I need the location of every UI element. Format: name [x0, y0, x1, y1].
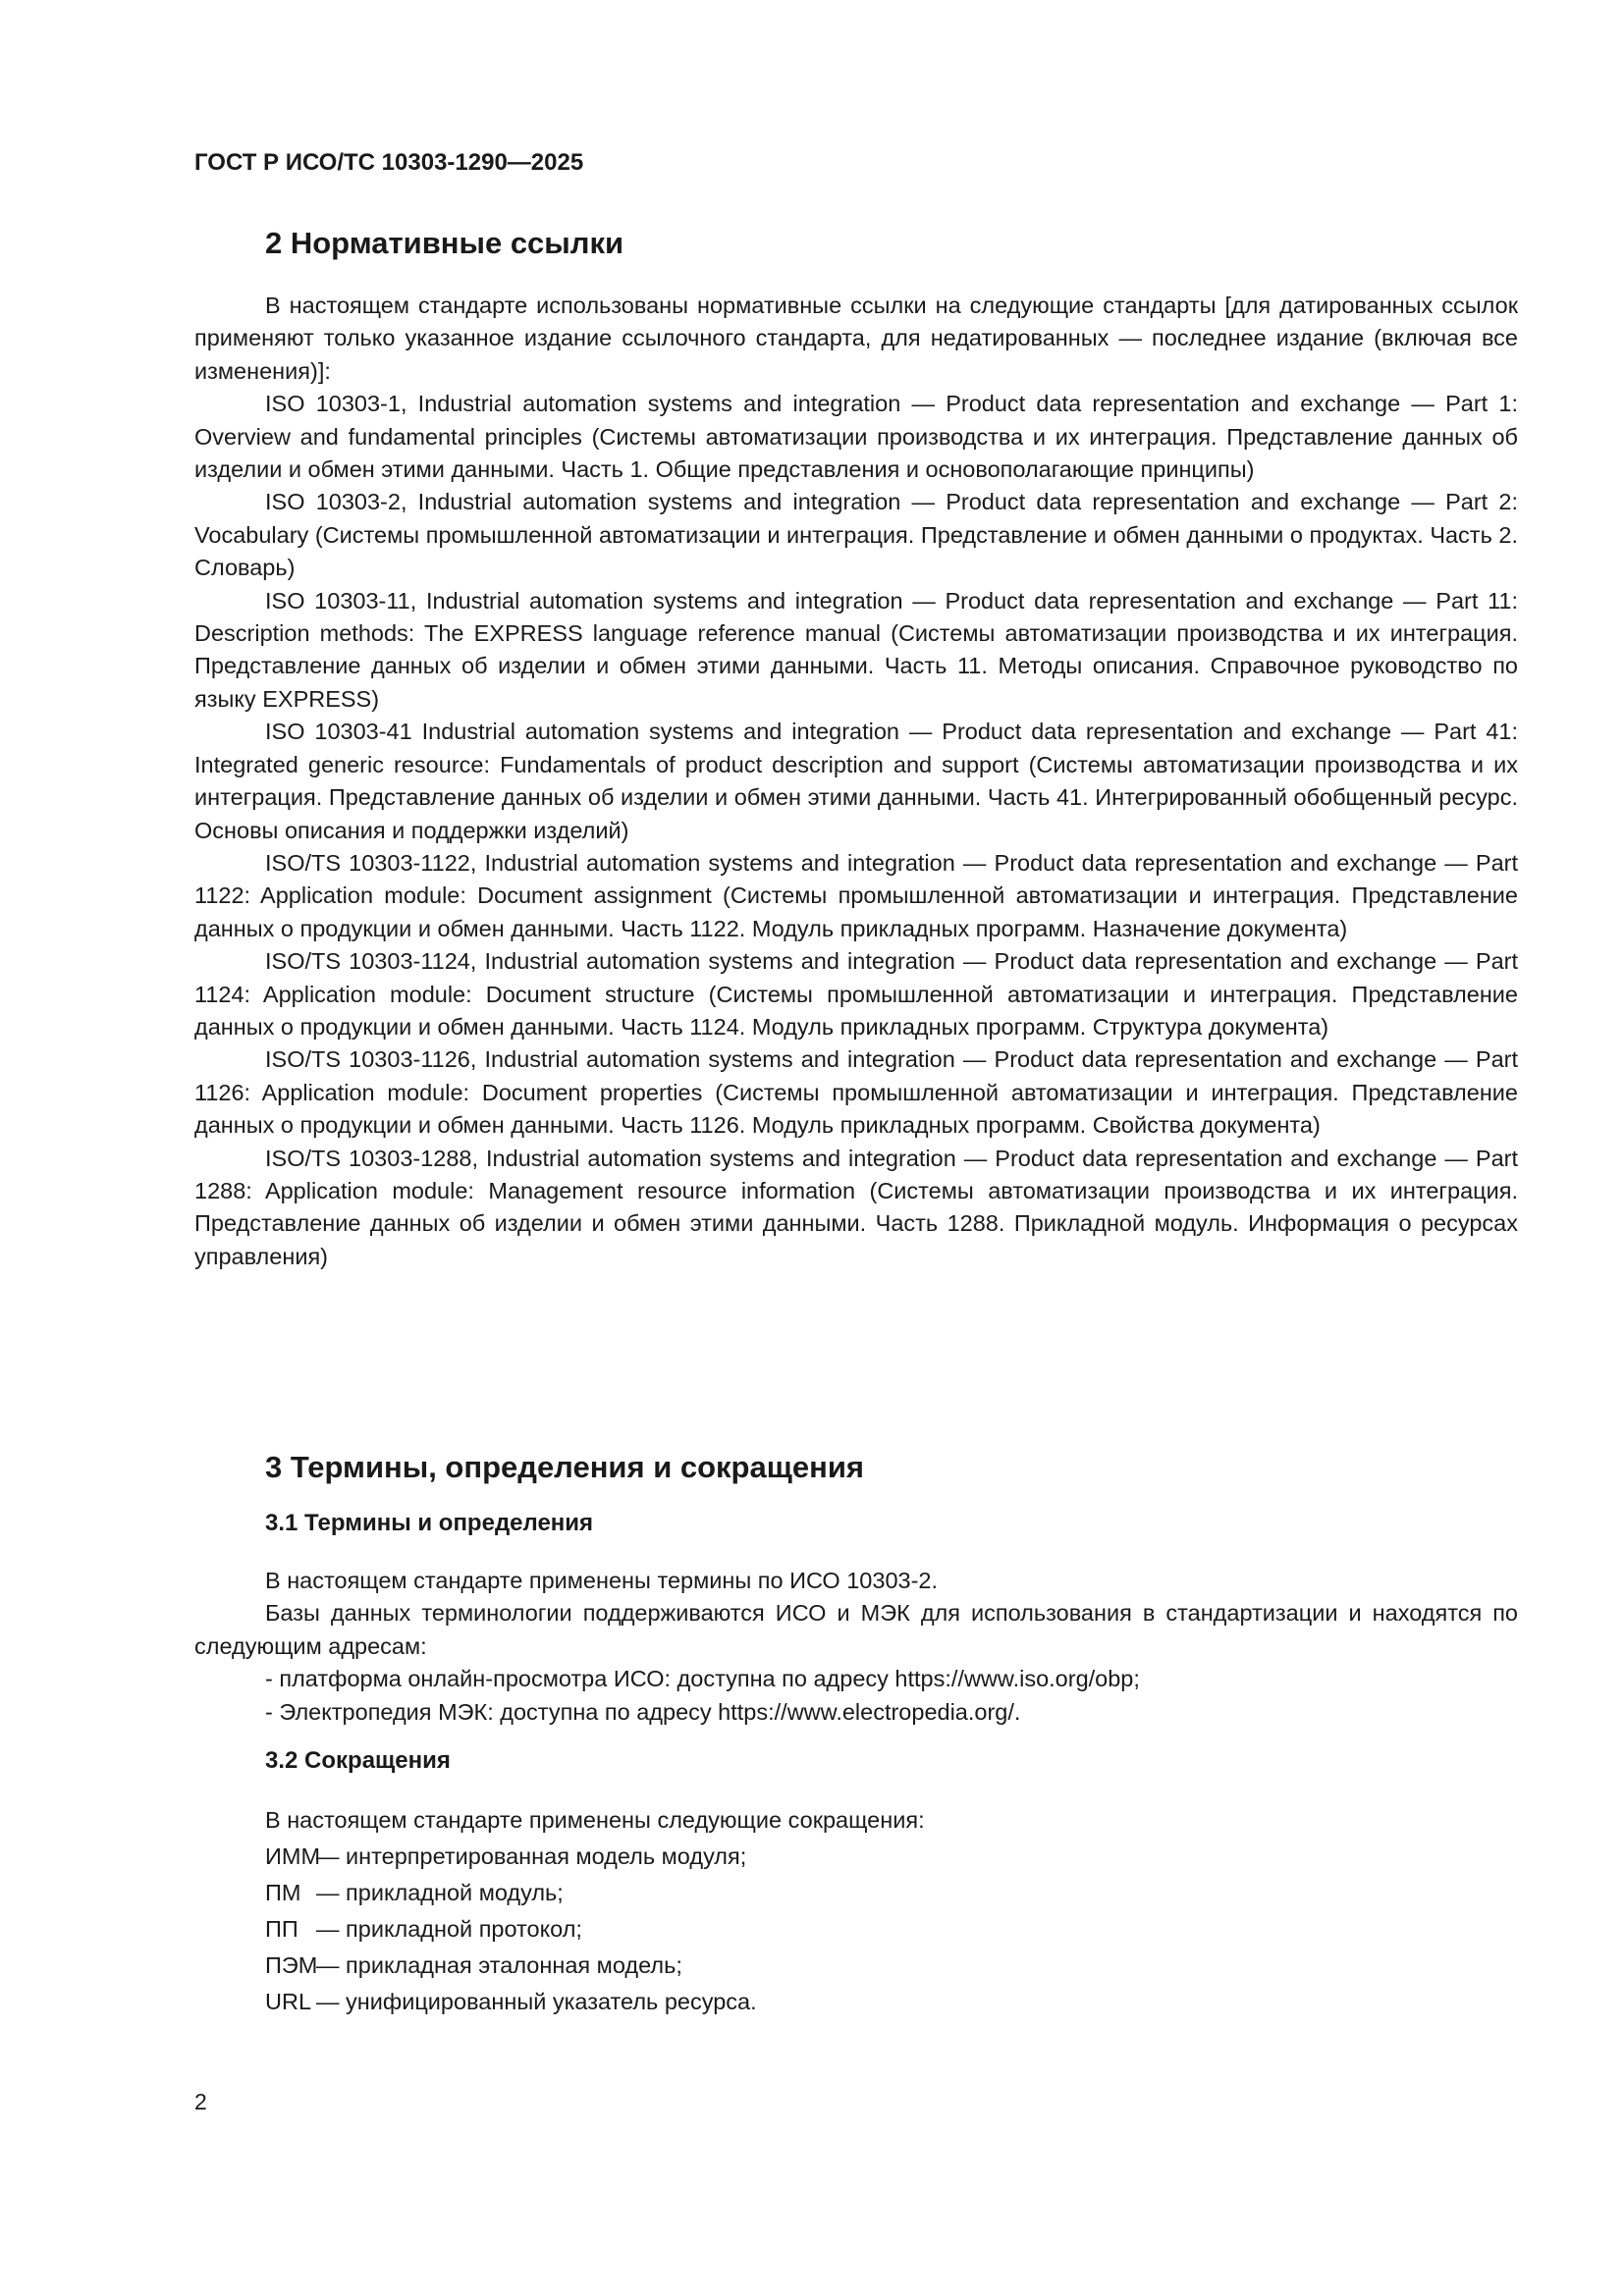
abbreviation-description: — интерпретированная модель модуля; — [316, 1843, 747, 1869]
abbreviation-description: — прикладной модуль; — [316, 1880, 564, 1905]
subsection-3-2-title: 3.2 Сокращения — [265, 1747, 451, 1774]
reference-item: ISO 10303-1, Industrial automation systems and integration — Product data representation and exchange — Part 1: Overview and fundamental principles (Системы автоматизации производства и их интеграция. Представление данных об изделии и обмен этими данными. Часть 1. Общие представления и основополагающие принципы) — [194, 391, 1518, 483]
abbreviation-description: — прикладная эталонная модель; — [316, 1952, 682, 1978]
abbreviation-item — [194, 1839, 1518, 1875]
abbreviation-description: — прикладной протокол; — [316, 1916, 582, 1942]
abbreviation-item — [194, 1948, 1518, 1984]
terms-paragraph: В настоящем стандарте применены термины по ИСО 10303-2. — [265, 1568, 939, 1593]
document-header: ГОСТ Р ИСО/ТС 10303-1290—2025 — [194, 149, 584, 176]
abbreviation: ПЭМ — [265, 1952, 318, 1978]
subsection-3-1 — [194, 1510, 1518, 1729]
abbreviation-description: — унифицированный указатель ресурса. — [316, 1989, 757, 2014]
reference-item: ISO 10303-11, Industrial automation systems and integration — Product data representation and exchange — Part 11: Description methods: The EXPRESS language reference manual (Системы автоматизации производства и их интеграция. Представление данных об изделии и обмен этими данными. Часть 11. Методы описания. Справочное руководство по языку EXPRESS) — [194, 587, 1518, 712]
section-3 — [194, 1450, 1518, 1485]
abbreviation: ПМ — [265, 1880, 301, 1905]
abbreviation: ПП — [265, 1916, 298, 1942]
page-number: 2 — [194, 2089, 207, 2114]
reference-item: ISO/TS 10303-1288, Industrial automation systems and integration — Product data representation and exchange — Part 1288: Application module: Management resource information (Системы автоматизации производства и их интеграция. Представление данных об изделии и обмен этими данными. Часть 1288. Прикладной модуль. Информация о ресурсах управления) — [194, 1145, 1518, 1269]
intro-paragraph: В настоящем стандарте использованы нормативные ссылки на следующие стандарты [для датированных ссылок применяют только указанное издание ссылочного стандарта, для недатированных — последнее издание (включая все изменения)]: — [194, 293, 1518, 384]
reference-item: ISO/TS 10303-1124, Industrial automation systems and integration — Product data representation and exchange — Part 1124: Application module: Document structure (Системы промышленной автоматизации и интеграция. Представление данных о продукции и обмен данными. Часть 1124. Модуль прикладных программ. Структура документа) — [194, 948, 1518, 1040]
terms-list-item: - Электропедия МЭК: доступна по адресу https://www.electropedia.org/. — [265, 1698, 1021, 1725]
abbreviation-item — [194, 1984, 1518, 2020]
reference-item: ISO 10303-2, Industrial automation systems and integration — Product data representation and exchange — Part 2: Vocabulary (Системы промышленной автоматизации и интеграция. Представление и обмен данными о продуктах. Часть 2. Словарь) — [194, 489, 1518, 581]
reference-item: ISO/TS 10303-1122, Industrial automation systems and integration — Product data representation and exchange — Part 1122: Application module: Document assignment (Системы промышленной автоматизации и интеграция. Представление данных о продукции и обмен данными. Часть 1122. Модуль прикладных программ. Назначение документа) — [194, 849, 1518, 941]
terms-list-item: - платформа онлайн-просмотра ИСО: доступна по адресу https://www.iso.org/obp; — [265, 1666, 1140, 1692]
abbreviations-intro: В настоящем стандарте применены следующие сокращения: — [265, 1807, 925, 1833]
section-2-title: 2 Нормативные ссылки — [265, 226, 624, 260]
section-2 — [194, 226, 1518, 261]
reference-item: ISO/TS 10303-1126, Industrial automation systems and integration — Product data representation and exchange — Part 1126: Application module: Document properties (Системы промышленной автоматизации и интеграция. Представление данных о продукции и обмен данными. Часть 1126. Модуль прикладных программ. Свойства документа) — [194, 1046, 1518, 1139]
abbreviation-item — [194, 1911, 1518, 1948]
terms-paragraph: Базы данных терминологии поддерживаются ИСО и МЭК для использования в стандартизации и находятся по следующим адресам: — [194, 1600, 1518, 1659]
abbreviation: URL — [265, 1989, 312, 2014]
reference-item: ISO 10303-41 Industrial automation systems and integration — Product data representation and exchange — Part 41: Integrated generic resource: Fundamentals of product description and support (Системы автоматизации производства и их интеграция. Представление данных об изделии и обмен этими данными. Часть 41. Интегрированный обобщенный ресурс. Основы описания и поддержки изделий) — [194, 719, 1518, 843]
abbreviation-item — [194, 1875, 1518, 1911]
subsection-3-2 — [194, 1747, 1518, 2020]
abbreviation: ИММ — [265, 1843, 321, 1869]
section-3-title: 3 Термины, определения и сокращения — [265, 1450, 864, 1484]
normative-references — [194, 290, 1518, 1273]
subsection-3-1-title: 3.1 Термины и определения — [265, 1510, 594, 1536]
